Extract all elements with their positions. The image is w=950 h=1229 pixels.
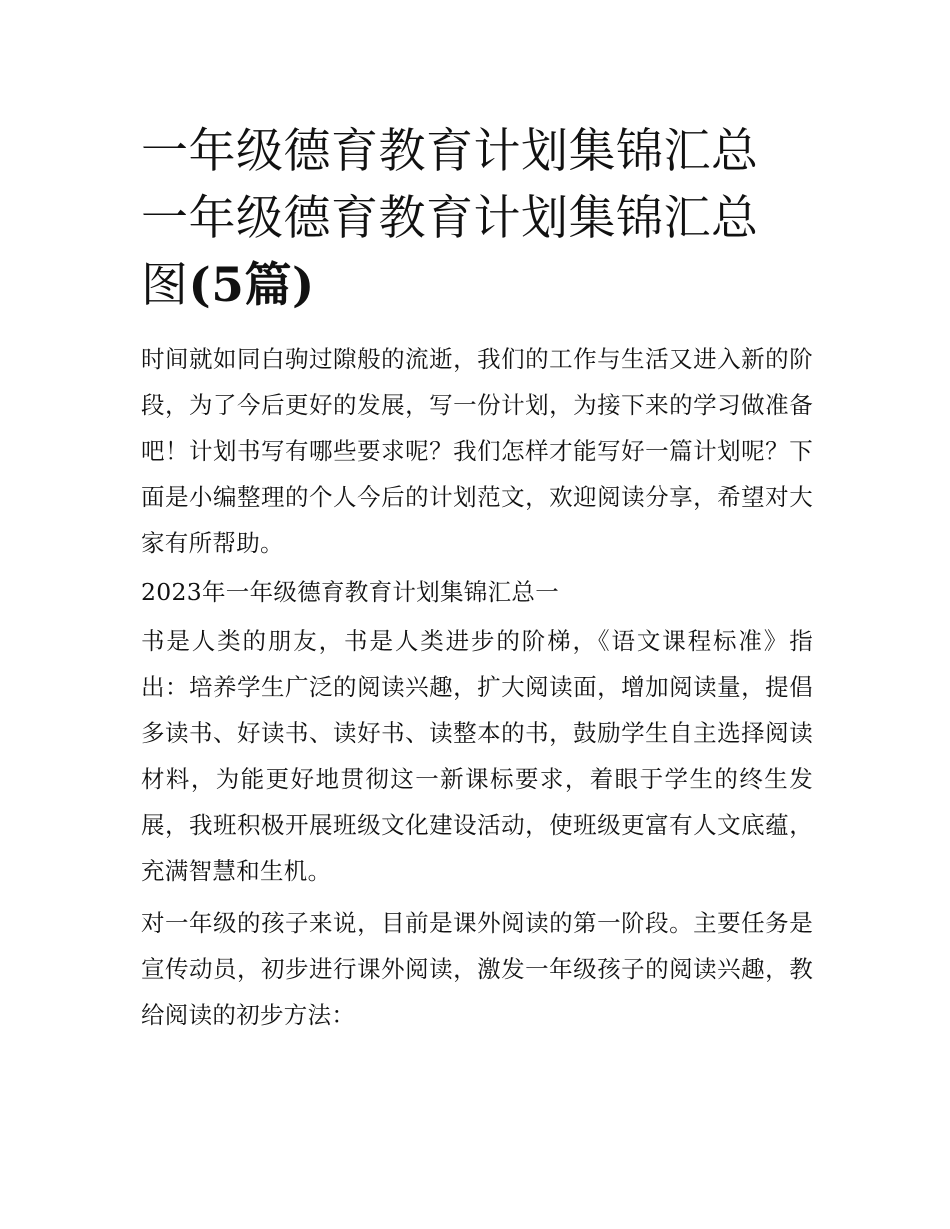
document-title xyxy=(141,118,813,319)
section-heading: 2023年一年级德育教育计划集锦汇总一 xyxy=(141,578,560,606)
title-line-3 xyxy=(141,252,813,319)
document-body xyxy=(141,336,813,1038)
title-count-label: (5篇) xyxy=(188,258,315,313)
title-line-1: 一年级德育教育计划集锦汇总 xyxy=(141,124,759,179)
body-paragraph-2: 对一年级的孩子来说，目前是课外阅读的第一阶段。主要任务是宣传动员，初步进行课外阅读，激发一年级孩子的阅读兴趣，教给阅读的初步方法： xyxy=(141,909,813,1029)
document-page xyxy=(141,118,813,1044)
body-paragraph-1: 书是人类的朋友，书是人类进步的阶梯，《语文课程标准》指出：培养学生广泛的阅读兴趣，扩大阅读面，增加阅读量，提倡多读书、好读书、读好书、读整本的书，鼓励学生自主选择阅读材料，为能更好地贯彻这一新课标要求，着眼于学生的终生发展，我班积极开展班级文化建设活动，使班级更富有人文底蕴，充满智慧和生机。 xyxy=(141,627,813,885)
title-line-2: 一年级德育教育计划集锦汇总 xyxy=(141,191,759,246)
intro-paragraph: 时间就如同白驹过隙般的流逝，我们的工作与生活又进入新的阶段，为了今后更好的发展，写一份计划，为接下来的学习做准备吧！计划书写有哪些要求呢？我们怎样才能写好一篇计划呢？下面是小编整理的个人今后的计划范文，欢迎阅读分享，希望对大家有所帮助。 xyxy=(141,345,813,557)
title-line-3-prefix: 图 xyxy=(141,258,189,313)
